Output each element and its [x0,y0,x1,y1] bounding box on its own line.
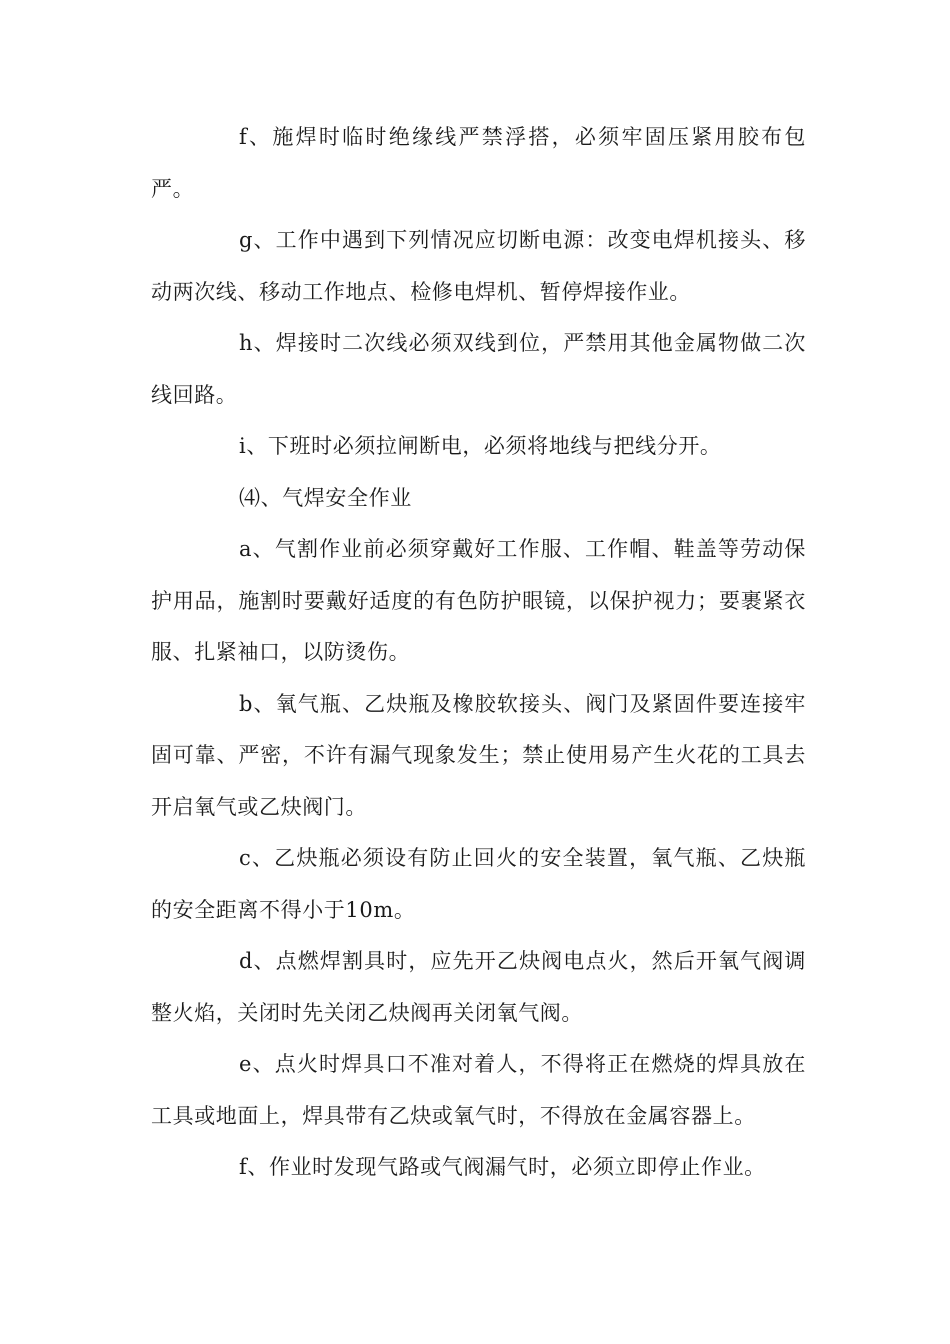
paragraph-f-leak-stop: f、作业时发现气路或气阀漏气时，必须立即停止作业。 [239,1155,766,1179]
paragraph-h-secondary-line: h、焊接时二次线必须双线到位，严禁用其他金属物做二次线回路。 [151,331,806,407]
paragraph-f-insulation: f、施焊时临时绝缘线严禁浮搭，必须牢固压紧用胶布包严。 [151,125,806,201]
document-body [151,112,806,1194]
paragraph-a-protective-gear: a、气割作业前必须穿戴好工作服、工作帽、鞋盖等劳动保护用品，施割时要戴好适度的有色防护眼镜，以保护视力；要裹紧衣服、扎紧袖口，以防烫伤。 [151,537,806,664]
section-heading-gas-welding: ⑷、气焊安全作业 [239,485,412,510]
paragraph-i-end-of-shift: i、下班时必须拉闸断电，必须将地线与把线分开。 [239,434,722,458]
paragraph-e-torch-handling: e、点火时焊具口不准对着人，不得将正在燃烧的焊具放在工具或地面上，焊具带有乙炔或氧气时，不得放在金属容器上。 [151,1052,806,1128]
paragraph-b-cylinder-connections: b、氧气瓶、乙炔瓶及橡胶软接头、阀门及紧固件要连接牢固可靠、严密，不许有漏气现象发生；禁止使用易产生火花的工具去开启氧气或乙炔阀门。 [151,691,806,819]
paragraph-d-ignition-sequence: d、点燃焊割具时，应先开乙炔阀电点火，然后开氧气阀调整火焰，关闭时先关闭乙炔阀再关闭氧气阀。 [151,949,806,1025]
paragraph-g-power-off: g、工作中遇到下列情况应切断电源：改变电焊机接头、移动两次线、移动工作地点、检修电焊机、暂停焊接作业。 [151,228,806,304]
paragraph-c-safety-distance: c、乙炔瓶必须设有防止回火的安全装置，氧气瓶、乙炔瓶的安全距离不得小于10m。 [151,846,806,922]
